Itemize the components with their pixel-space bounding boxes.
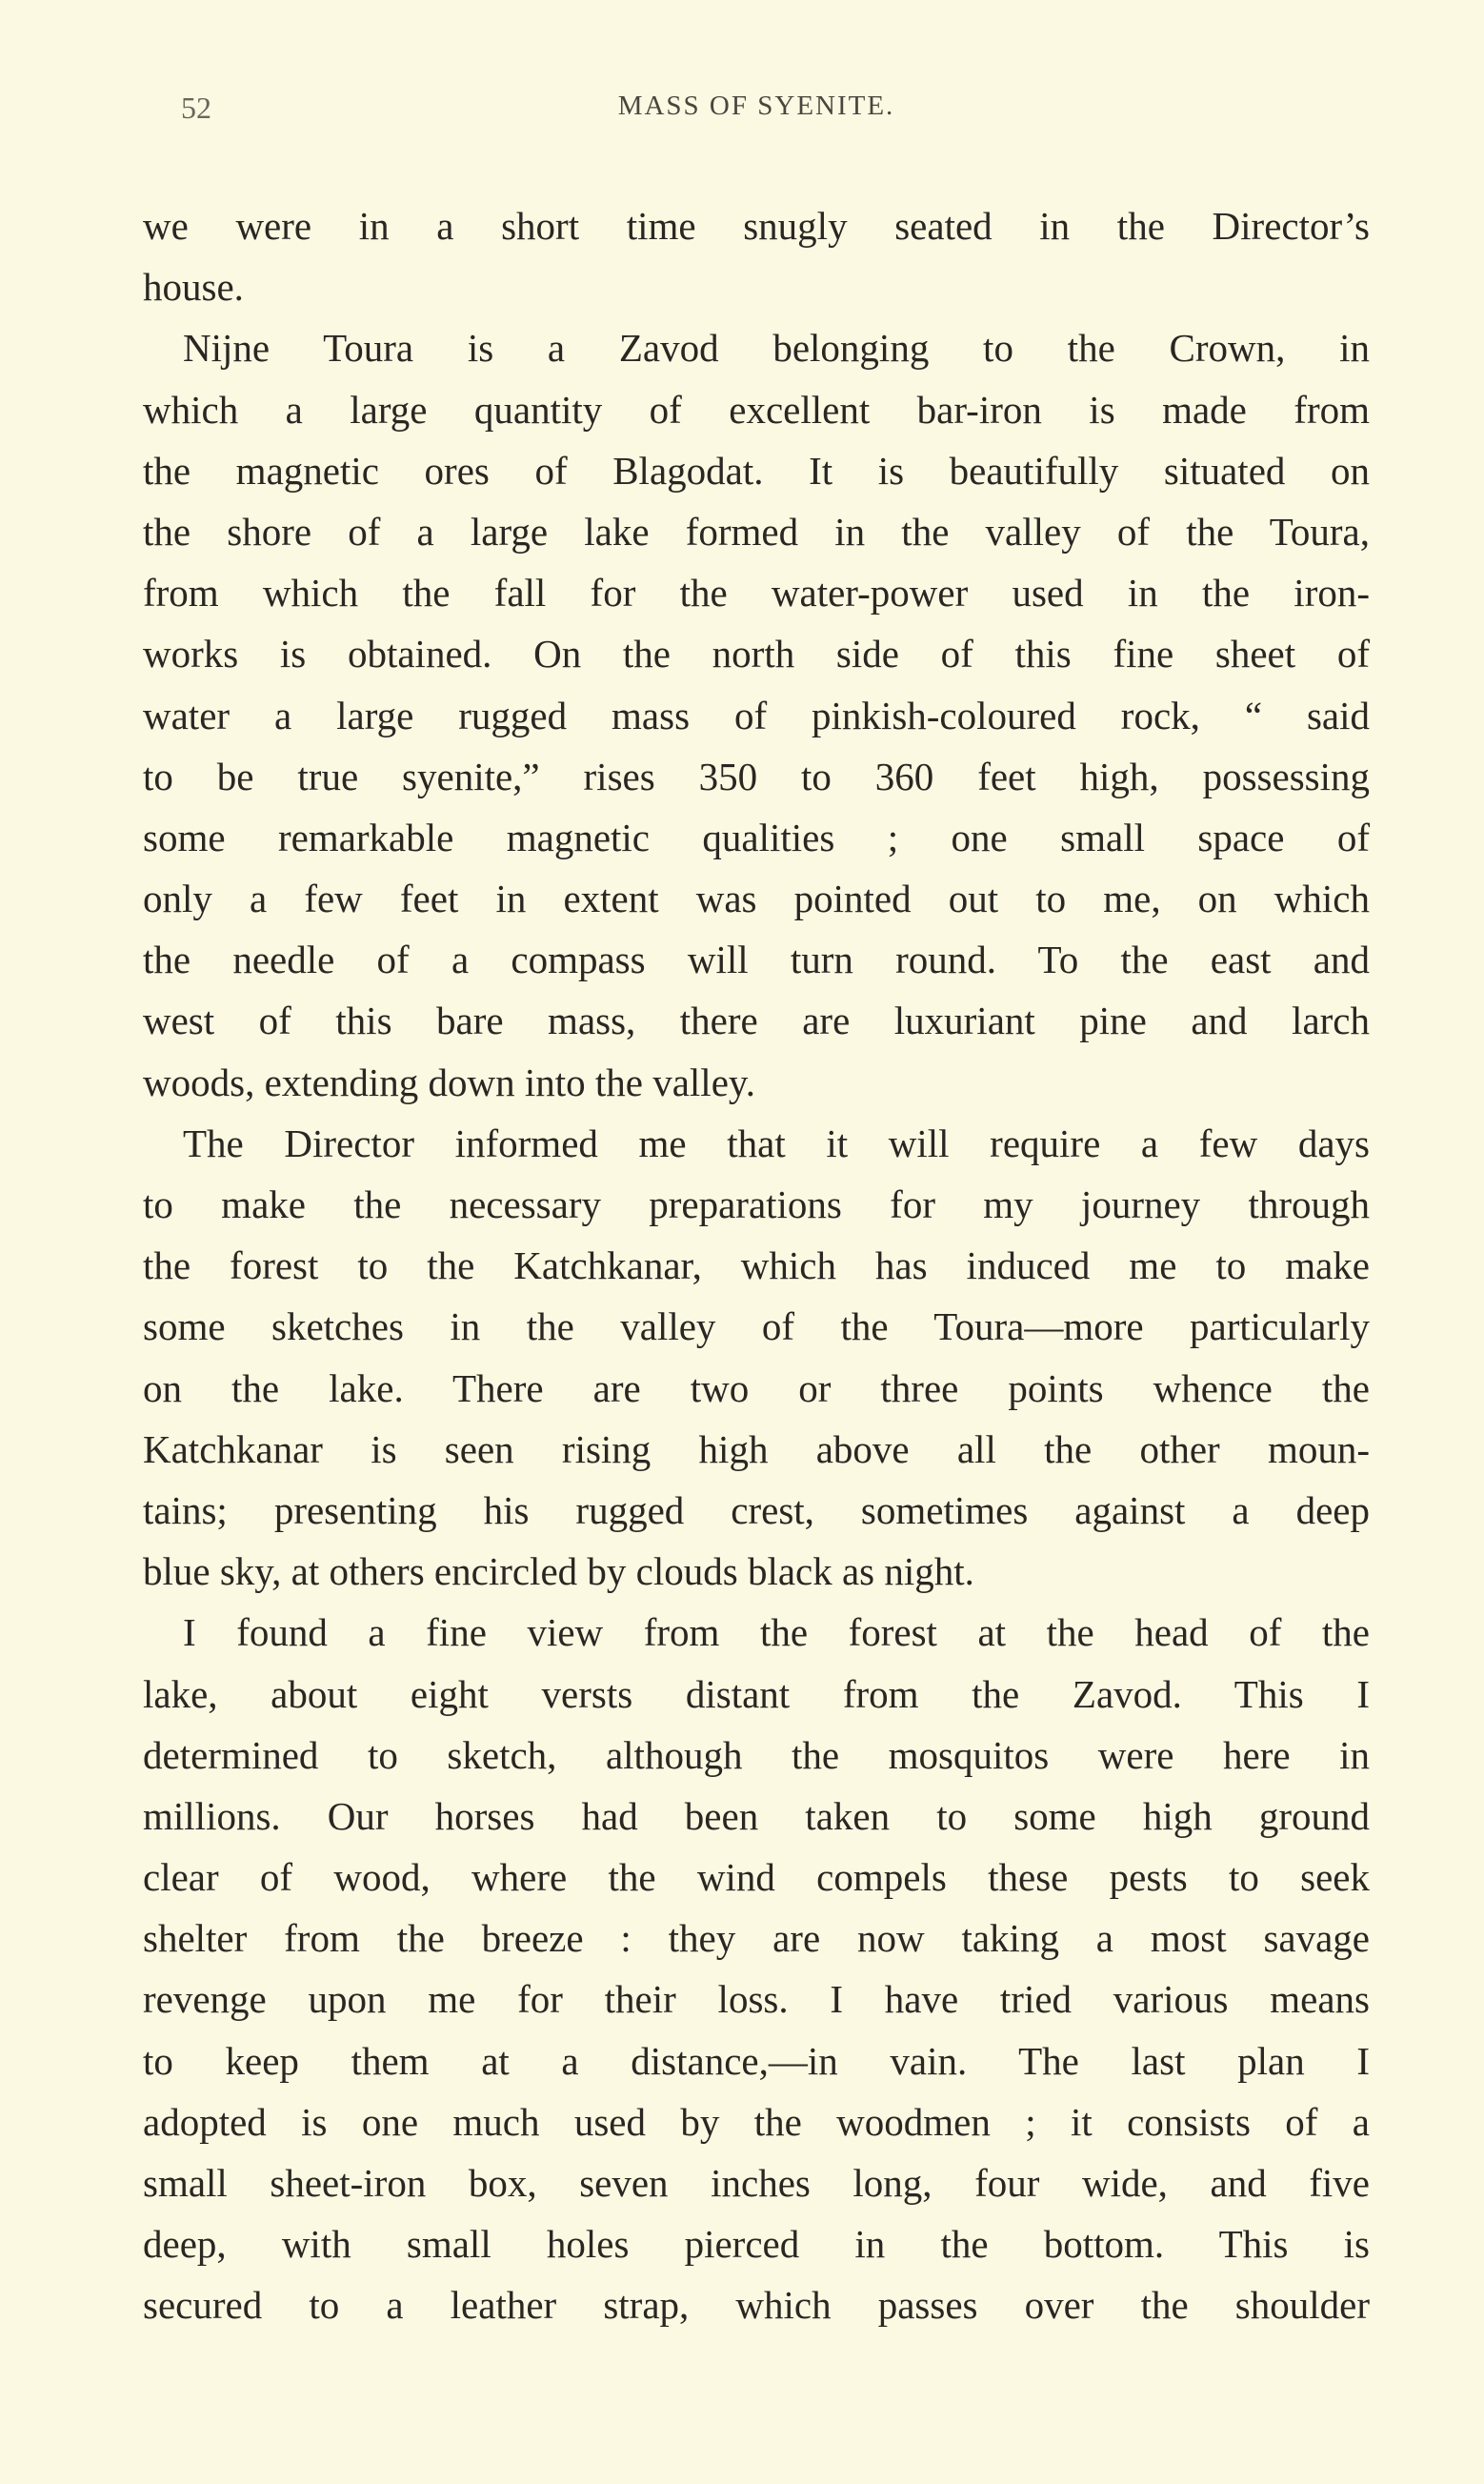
text-line: small sheet-iron box, seven inches long, four wide, and five [143, 2161, 1370, 2205]
running-title: MASS OF SYENITE. [617, 91, 895, 121]
running-header [143, 91, 1370, 132]
text-line: some remarkable magnetic qualities ; one small space of [143, 815, 1370, 859]
text-line: which a large quantity of excellent bar-iron is made from [143, 387, 1370, 432]
text-line: the needle of a compass will turn round. To the east and [143, 938, 1370, 982]
text-line: water a large rugged mass of pinkish-coloured rock, “ said [143, 693, 1370, 737]
text-line: the magnetic ores of Blagodat. It is beautifully situated on [143, 448, 1370, 493]
text-line: lake, about eight versts distant from the Zavod. This I [143, 1671, 1370, 1716]
text-line: works is obtained. On the north side of this fine sheet of [143, 632, 1370, 677]
text-line: determined to sketch, although the mosquitos were here in [143, 1732, 1370, 1777]
text-line: woods, extending down into the valley. [143, 1060, 755, 1104]
text-line: adopted is one much used by the woodmen ; it consists of a [143, 2099, 1370, 2144]
text-line: to make the necessary preparations for my journey through [143, 1182, 1370, 1226]
text-line: blue sky, at others encircled by clouds black as night. [143, 1549, 974, 1594]
text-line: we were in a short time snugly seated in the Director’s [143, 204, 1370, 248]
text-line: clear of wood, where the wind compels these pests to seek [143, 1855, 1370, 1900]
text-line: to be true syenite,” rises 350 to 360 feet high, possessing [143, 754, 1370, 798]
text-line: deep, with small holes pierced in the bottom. This is [143, 2222, 1370, 2267]
body-text [143, 195, 1370, 2336]
text-line: millions. Our horses had been taken to some high ground [143, 1793, 1370, 1838]
text-line: shelter from the breeze : they are now taking a most savage [143, 1916, 1370, 1961]
text-line: the forest to the Katchkanar, which has induced me to make [143, 1243, 1370, 1288]
text-line: only a few feet in extent was pointed out to me, on which [143, 877, 1370, 921]
text-line: on the lake. There are two or three points whence the [143, 1365, 1370, 1410]
text-line: Nijne Toura is a Zavod belonging to the Crown, in [183, 326, 1370, 371]
page-number: 52 [181, 91, 211, 125]
text-line: from which the fall for the water-power used in the iron- [143, 571, 1370, 616]
text-line: west of this bare mass, there are luxuriant pine and larch [143, 999, 1370, 1043]
text-line: The Director informed me that it will require a few days [183, 1121, 1370, 1165]
text-line: tains; presenting his rugged crest, sometimes against a deep [143, 1487, 1370, 1532]
text-line: the shore of a large lake formed in the valley of the Toura, [143, 509, 1370, 554]
text-line: secured to a leather strap, which passes over the shoulder [143, 2283, 1370, 2328]
text-line: revenge upon me for their loss. I have tried various means [143, 1977, 1370, 2022]
text-line: I found a fine view from the forest at the head of the [183, 1610, 1370, 1655]
text-line: to keep them at a distance,—in vain. The last plan I [143, 2038, 1370, 2083]
text-line: Katchkanar is seen rising high above all the other moun- [143, 1426, 1370, 1471]
text-line: some sketches in the valley of the Toura—more particularly [143, 1304, 1370, 1349]
text-line: house. [143, 265, 244, 310]
